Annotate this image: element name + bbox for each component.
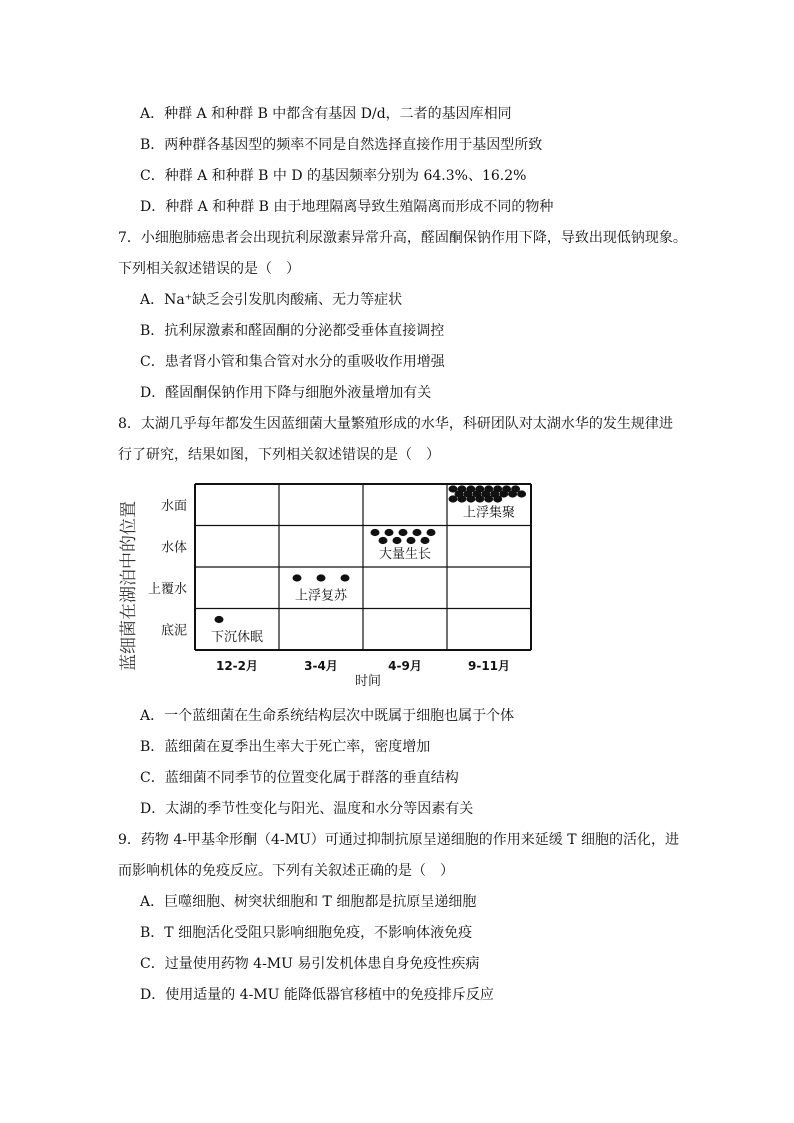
q7-stem-cont: 下列相关叙述错误的是（ ） bbox=[118, 261, 300, 277]
q9-stem: 9．药物 4-甲基伞形酮（4-MU）可通过抑制抗原呈递细胞的作用来延缓 T 细胞的活化，进 bbox=[118, 832, 680, 848]
q7-option-c: C．患者肾小管和集合管对水分的重吸收作用增强 bbox=[140, 354, 445, 370]
q8-stem-cont: 行了研究，结果如图，下列相关叙述错误的是（ ） bbox=[118, 447, 440, 463]
q9-option-b: B．T 细胞活化受阻只影响细胞免疫，不影响体液免疫 bbox=[140, 925, 473, 941]
cyanobacteria-dot bbox=[508, 490, 517, 497]
cyanobacteria-dot bbox=[379, 537, 388, 544]
cyanobacteria-dot bbox=[407, 537, 416, 544]
figure-y-axis-label: 蓝细菌在湖泊中的位置 bbox=[119, 501, 139, 671]
row-label: 上覆水 bbox=[147, 581, 187, 597]
row-label: 底泥 bbox=[160, 623, 187, 639]
q8-stem: 8．太湖几乎每年都发生因蓝细菌大量繁殖形成的水华，科研团队对太湖水华的发生规律进 bbox=[118, 416, 673, 432]
cyanobacteria-dot bbox=[399, 529, 408, 536]
q6-option-c: C．种群 A 和种群 B 中 D 的基因频率分别为 64.3%、16.2% bbox=[140, 168, 527, 184]
cyanobacteria-dot bbox=[517, 490, 526, 497]
cyanobacteria-dot bbox=[317, 574, 326, 581]
q8-option-b: B．蓝细菌在夏季出生率大于死亡率，密度增加 bbox=[140, 739, 431, 755]
cell-label: 上浮集聚 bbox=[462, 505, 516, 521]
q9-option-a: A．巨噬细胞、树突状细胞和 T 细胞都是抗原呈递细胞 bbox=[140, 894, 477, 910]
cyanobacteria-dot bbox=[413, 529, 422, 536]
q8-option-d: D．太湖的季节性变化与阳光、温度和水分等因素有关 bbox=[140, 801, 474, 817]
cyanobacteria-dot bbox=[427, 529, 436, 536]
q8-option-c: C．蓝细菌不同季节的位置变化属于群落的垂直结构 bbox=[140, 770, 459, 786]
cyanobacteria-dot bbox=[215, 616, 224, 623]
q8-option-a: A．一个蓝细菌在生命系统结构层次中既属于细胞也属于个体 bbox=[140, 708, 515, 724]
cyanobacteria-dot bbox=[421, 537, 430, 544]
cyanobacteria-dot bbox=[449, 495, 458, 502]
column-label: 12-2月 bbox=[215, 659, 259, 673]
q9-option-c: C．过量使用药物 4-MU 易引发机体患自身免疫性疾病 bbox=[140, 956, 480, 972]
row-label: 水面 bbox=[160, 498, 187, 514]
cyanobacteria-dot bbox=[484, 495, 493, 502]
cell-label: 大量生长 bbox=[378, 547, 432, 562]
column-label: 3-4月 bbox=[304, 659, 338, 673]
cyanobacteria-dot bbox=[466, 495, 475, 502]
column-label: 4-9月 bbox=[388, 659, 422, 673]
cyanobacteria-dot bbox=[393, 537, 402, 544]
q9-stem-cont: 而影响机体的免疫反应。下列有关叙述正确的是（ ） bbox=[118, 863, 454, 879]
q7-stem: 7．小细胞肺癌患者会出现抗利尿激素异常升高，醛固酮保钠作用下降，导致出现低钠现象。 bbox=[118, 230, 687, 246]
row-label: 水体 bbox=[160, 540, 187, 556]
q6-option-a: A．种群 A 和种群 B 中都含有基因 D/d，二者的基因库相同 bbox=[140, 106, 512, 122]
cyanobacteria-dot bbox=[493, 495, 502, 502]
cyanobacteria-position-figure bbox=[110, 476, 550, 691]
q6-option-b: B．两种群各基因型的频率不同是自然选择直接作用于基因型所致 bbox=[140, 137, 543, 153]
q9-option-d: D．使用适量的 4-MU 能降低器官移植中的免疫排斥反应 bbox=[140, 987, 494, 1003]
q7-option-b: B．抗利尿激素和醛固酮的分泌都受垂体直接调控 bbox=[140, 323, 445, 339]
cyanobacteria-dot bbox=[341, 574, 350, 581]
q6-option-d: D．种群 A 和种群 B 由于地理隔离导致生殖隔离而形成不同的物种 bbox=[140, 199, 554, 215]
cyanobacteria-dot bbox=[457, 495, 466, 502]
cell-label: 下沉休眠 bbox=[210, 630, 264, 645]
q7-option-a: A．Na⁺缺乏会引发肌肉酸痛、无力等症状 bbox=[140, 292, 403, 308]
cyanobacteria-dot bbox=[475, 495, 484, 502]
column-label: 9-11月 bbox=[467, 659, 511, 673]
cell-label: 上浮复苏 bbox=[294, 588, 348, 604]
cyanobacteria-dot bbox=[293, 574, 302, 581]
q7-option-d: D．醛固酮保钠作用下降与细胞外液量增加有关 bbox=[140, 385, 432, 401]
figure-x-axis-label: 时间 bbox=[354, 674, 382, 689]
cyanobacteria-dot bbox=[385, 529, 394, 536]
cyanobacteria-dot bbox=[371, 529, 380, 536]
